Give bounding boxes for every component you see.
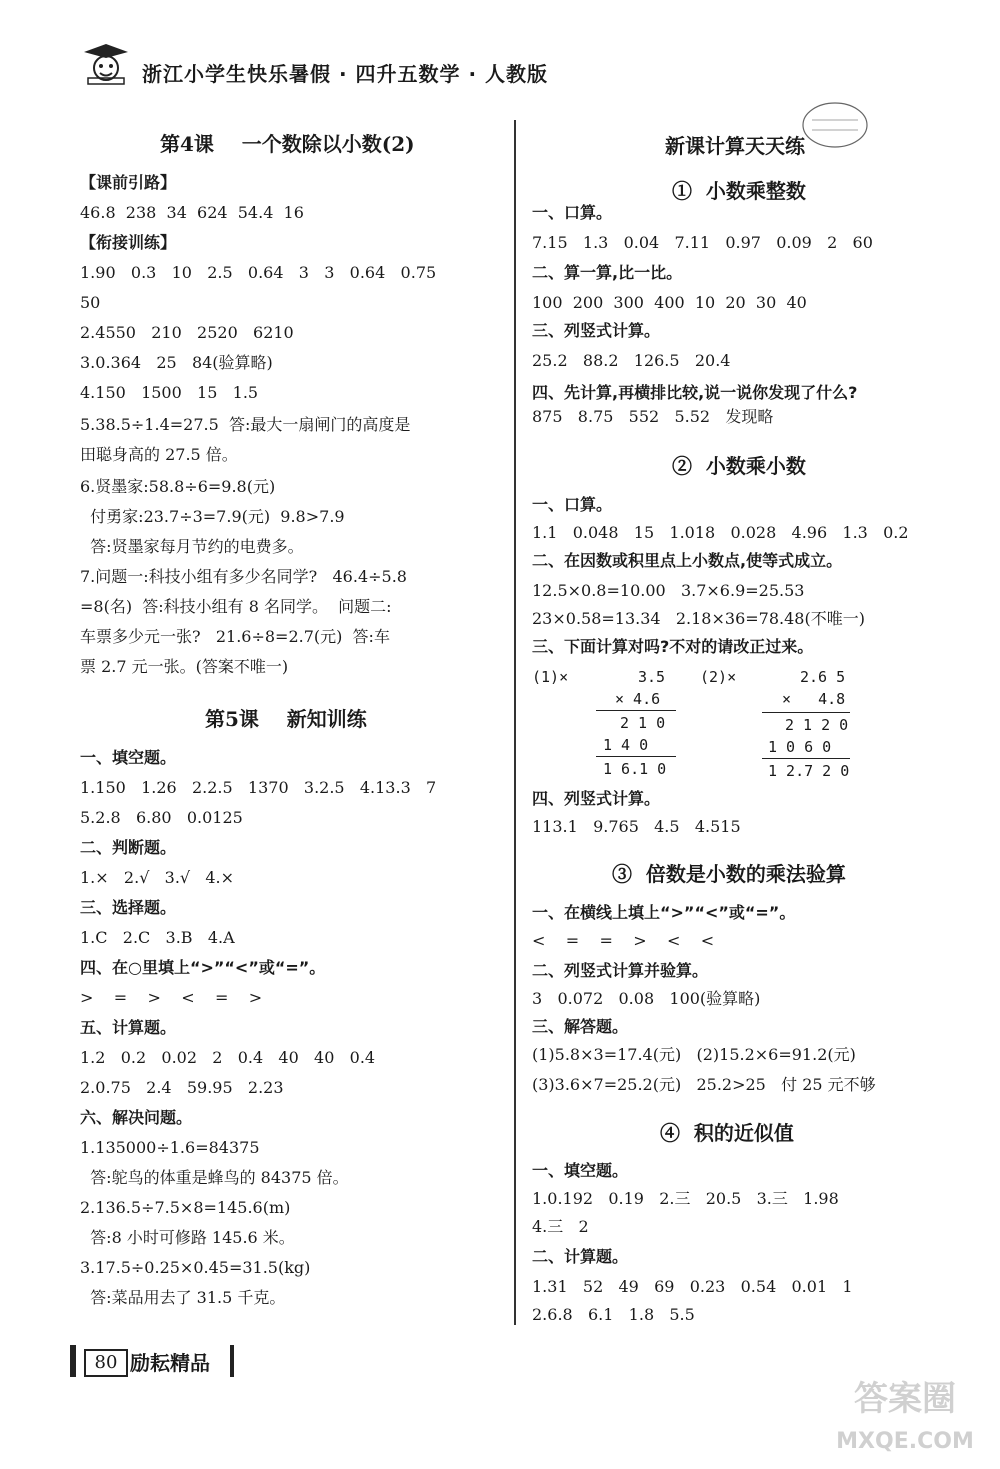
section1-line: 三、列竖式计算。 (532, 321, 661, 340)
lesson5-line: 1.C 2.C 3.B 4.A (80, 928, 235, 947)
section2b-line: 四、列竖式计算。 (532, 789, 661, 808)
lesson4-line: 票 2.7 元一张。(答案不唯一) (80, 657, 289, 676)
section3-title: ③ 倍数是小数的乘法验算 (612, 862, 846, 886)
lesson4-line: 1.90 0.3 10 2.5 0.64 3 3 0.64 0.75 (80, 263, 437, 282)
calc1-rule (596, 710, 676, 711)
lesson5-line: > = > < = > (80, 988, 263, 1007)
calc1-rule2 (596, 756, 676, 757)
lesson5-line: 三、选择题。 (80, 898, 177, 917)
calc2-line2: × 4.8 (782, 690, 846, 708)
lesson4-line: 【衔接训练】 (80, 233, 177, 252)
svg-text:答案圈: 答案圈 (854, 1379, 956, 1419)
section3-line: (3)3.6×7=25.2(元) 25.2>25 付 25 元不够 (532, 1075, 876, 1094)
lesson4-line: 车票多少元一张? 21.6÷8=2.7(元) 答:车 (80, 627, 390, 646)
lesson4-line: 3.0.364 25 84(验算略) (80, 353, 273, 372)
section1-line: 875 8.75 552 5.52 发现略 (532, 407, 774, 426)
lesson4-line: =8(名) 答:科技小组有 8 名同学。 问题二: (80, 597, 392, 616)
lesson5-title: 第5课 新知训练 (205, 707, 367, 731)
lesson5-line: 3.17.5÷0.25×0.45=31.5(kg) (80, 1258, 311, 1277)
calc2-line1: 2.6 5 (800, 668, 846, 686)
lesson5-line: 答:8 小时可修路 145.6 米。 (80, 1228, 295, 1247)
section3-line: 一、在横线上填上“>”“<”或“=”。 (532, 903, 796, 922)
section2-line: 一、口算。 (532, 495, 613, 514)
lesson4-line: 田聪身高的 27.5 倍。 (80, 445, 238, 464)
section1-line: 二、算一算,比一比。 (532, 263, 683, 282)
header-title: 浙江小学生快乐暑假 · 四升五数学 · 人教版 (142, 62, 549, 86)
lesson4-line: 答:贤墨家每月节约的电费多。 (80, 537, 304, 556)
section4-line: 1.31 52 49 69 0.23 0.54 0.01 1 (532, 1277, 853, 1296)
section1-line: 7.15 1.3 0.04 7.11 0.97 0.09 2 60 (532, 233, 873, 252)
lesson4-line: 4.150 1500 15 1.5 (80, 383, 259, 402)
page-header (70, 40, 670, 90)
section4-line: 一、填空题。 (532, 1161, 629, 1180)
lesson4-title: 第4课 一个数除以小数(2) (160, 132, 415, 156)
calc1-line2: × 4.6 (615, 690, 661, 708)
svg-text:MXQE.COM: MXQE.COM (836, 1429, 974, 1454)
section4-line: 4.三 2 (532, 1217, 589, 1236)
section2-title: ② 小数乘小数 (672, 454, 806, 478)
calc1-line3: 2 1 0 (620, 714, 666, 732)
lesson4-line: 46.8 238 34 624 54.4 16 (80, 203, 304, 222)
lesson5-line: 六、解决问题。 (80, 1108, 193, 1127)
calc2-line3: 2 1 2 0 (785, 716, 849, 734)
lesson4-line: 【课前引路】 (80, 173, 177, 192)
calc1-line1: 3.5 (638, 668, 666, 686)
footer-bar-right (230, 1345, 234, 1377)
column-divider (514, 120, 516, 1325)
section4-line: 1.0.192 0.19 2.三 20.5 3.三 1.98 (532, 1189, 839, 1208)
calc2-line5: 1 2.7 2 0 (768, 762, 850, 780)
calc2-rule2 (762, 758, 850, 759)
footer-brand: 励耘精品 (130, 1351, 210, 1375)
section3-line: 3 0.072 0.08 100(验算略) (532, 989, 761, 1008)
lesson5-line: 2.0.75 2.4 59.95 2.23 (80, 1078, 284, 1097)
section2-line: 三、下面计算对吗?不对的请改正过来。 (532, 637, 814, 656)
lesson5-line: 二、判断题。 (80, 838, 177, 857)
section2-line: 二、在因数或积里点上小数点,使等式成立。 (532, 551, 843, 570)
section4-line: 二、计算题。 (532, 1247, 629, 1266)
section1-line: 一、口算。 (532, 203, 613, 222)
calc2-rule (762, 712, 850, 713)
section3-line: 三、解答题。 (532, 1017, 629, 1036)
section2-line: 12.5×0.8=10.00 3.7×6.9=25.53 (532, 581, 805, 600)
lesson4-line: 6.贤墨家:58.8÷6=9.8(元) (80, 477, 276, 496)
lesson4-line: 5.38.5÷1.4=27.5 答:最大一扇闸门的高度是 (80, 415, 411, 434)
lesson4-line: 7.问题一:科技小组有多少名同学? 46.4÷5.8 (80, 567, 407, 586)
section1-line: 100 200 300 400 10 20 30 40 (532, 293, 807, 312)
calc2-mark: (2)× (700, 668, 737, 686)
lesson5-line: 五、计算题。 (80, 1018, 177, 1037)
section2-line: 23×0.58=13.34 2.18×36=78.48(不唯一) (532, 609, 865, 628)
stamp-seal (800, 100, 870, 150)
student-mascot-logo (80, 42, 132, 86)
calc1-mark: (1)× (532, 668, 569, 686)
section3-line: < = = > < < (532, 931, 715, 950)
daily-practice-title: 新课计算天天练 (665, 134, 805, 158)
page-footer (70, 1345, 240, 1377)
lesson5-line: 答:鸵鸟的体重是蜂鸟的 84375 倍。 (80, 1168, 349, 1187)
lesson5-line: 四、在○里填上“>”“<”或“=”。 (80, 958, 326, 977)
lesson5-line: 1.2 0.2 0.02 2 0.4 40 40 0.4 (80, 1048, 376, 1067)
lesson4-line: 2.4550 210 2520 6210 (80, 323, 294, 342)
lesson4-line: 50 (80, 293, 101, 312)
lesson5-line: 1.150 1.26 2.2.5 1370 3.2.5 4.13.3 7 (80, 778, 437, 797)
section1-line: 四、先计算,再横排比较,说一说你发现了什么? (532, 383, 858, 402)
page-number: 80 (84, 1349, 128, 1377)
section4-title: ④ 积的近似值 (660, 1121, 794, 1145)
section2b-line: 113.1 9.765 4.5 4.515 (532, 817, 741, 836)
calc1-line4: 1 4 0 (603, 736, 649, 754)
lesson5-line: 2.136.5÷7.5×8=145.6(m) (80, 1198, 291, 1217)
footer-bar-left (70, 1345, 76, 1377)
lesson5-line: 5.2.8 6.80 0.0125 (80, 808, 243, 827)
section3-line: 二、列竖式计算并验算。 (532, 961, 709, 980)
lesson4-line: 付勇家:23.7÷3=7.9(元) 9.8>7.9 (80, 507, 345, 526)
section4-line: 2.6.8 6.1 1.8 5.5 (532, 1305, 695, 1324)
section1-line: 25.2 88.2 126.5 20.4 (532, 351, 731, 370)
lesson5-line: 1.135000÷1.6=84375 (80, 1138, 260, 1157)
section1-title: ① 小数乘整数 (672, 179, 806, 203)
calc2-line4: 1 0 6 0 (768, 738, 832, 756)
lesson5-line: 1.× 2.√ 3.√ 4.× (80, 868, 235, 887)
section3-line: (1)5.8×3=17.4(元) (2)15.2×6=91.2(元) (532, 1045, 856, 1064)
calc1-line5: 1 6.1 0 (603, 760, 667, 778)
watermark-logo (820, 1360, 990, 1460)
lesson5-line: 一、填空题。 (80, 748, 177, 767)
section2-line: 1.1 0.048 15 1.018 0.028 4.96 1.3 0.2 (532, 523, 909, 542)
lesson5-line: 答:菜品用去了 31.5 千克。 (80, 1288, 286, 1307)
